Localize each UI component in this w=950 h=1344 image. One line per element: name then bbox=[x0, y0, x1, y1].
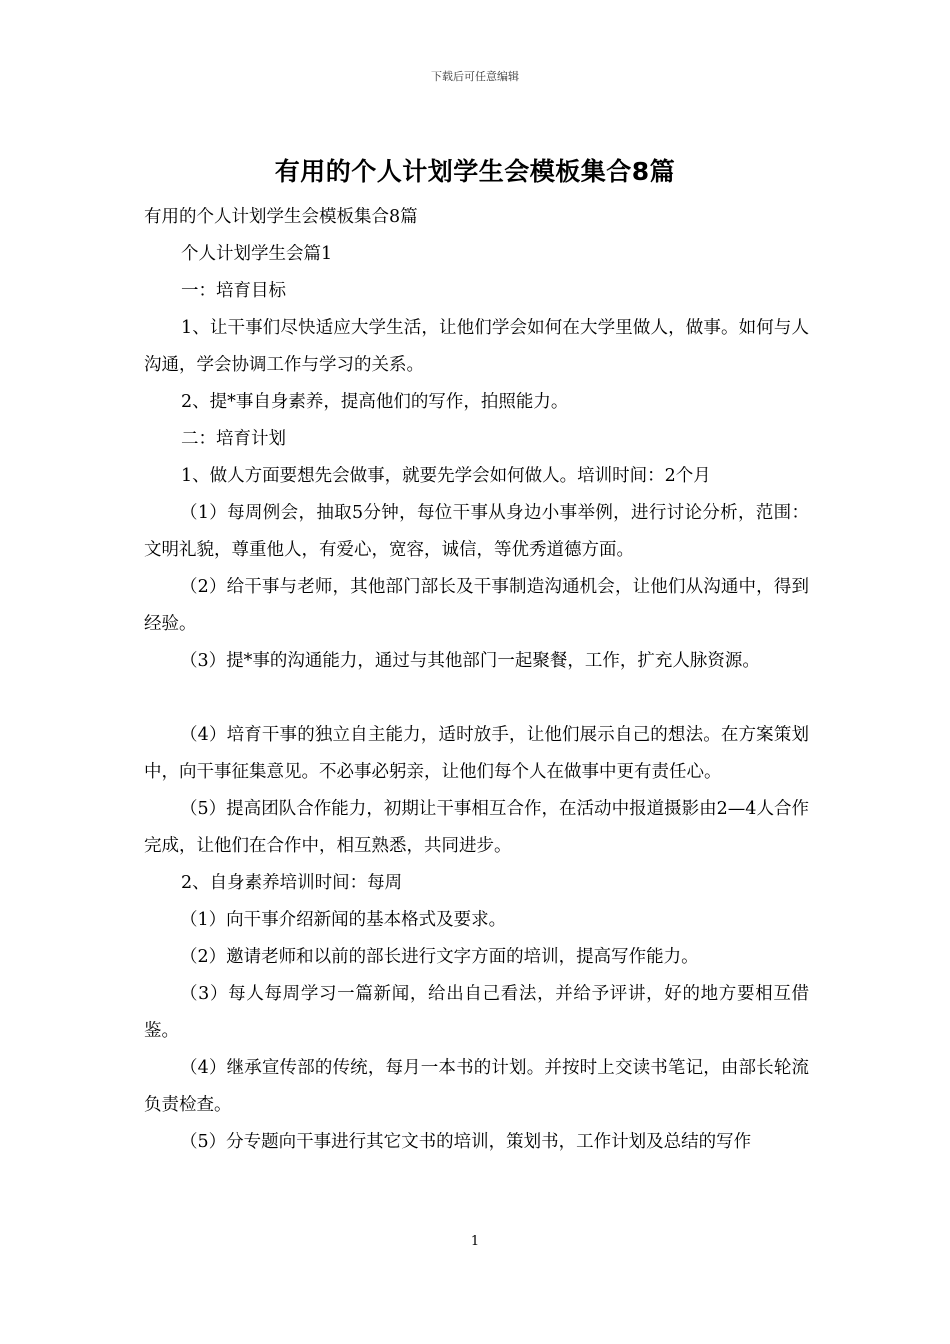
subtitle-paragraph: 有用的个人计划学生会模板集合8篇 bbox=[144, 207, 418, 227]
body-paragraph: 1、做人方面要想先会做事，就要先学会如何做人。培训时间：2个月 bbox=[181, 466, 711, 486]
list-item: （4）培育干事的独立自主能力，适时放手，让他们展示自己的想法。在方案策划中，向干事征集意见。不必事必躬亲，让他们每个人在做事中更有责任心。 bbox=[144, 725, 809, 782]
document-title: 有用的个人计划学生会模板集合8篇 bbox=[274, 157, 676, 186]
list-item: （2）给干事与老师，其他部门部长及干事制造沟通机会，让他们从沟通中，得到经验。 bbox=[144, 577, 809, 634]
header-note: 下载后可任意编辑 bbox=[431, 70, 519, 83]
body-paragraph: 2、自身素养培训时间：每周 bbox=[181, 873, 403, 893]
page-number: 1 bbox=[470, 1234, 480, 1249]
list-item: （3）提*事的沟通能力，通过与其他部门一起聚餐，工作，扩充人脉资源。 bbox=[180, 651, 760, 671]
body-paragraph: 1、让干事们尽快适应大学生活，让他们学会如何在大学里做人，做事。如何与人沟通，学会协调工作与学习的关系。 bbox=[144, 318, 809, 375]
section-heading: 个人计划学生会篇1 bbox=[181, 244, 333, 264]
subsection-heading: 一：培育目标 bbox=[181, 281, 286, 301]
body-paragraph: 2、提*事自身素养，提高他们的写作，拍照能力。 bbox=[181, 392, 569, 412]
list-item: （5）分专题向干事进行其它文书的培训，策划书，工作计划及总结的写作 bbox=[180, 1132, 752, 1152]
subsection-heading: 二：培育计划 bbox=[181, 429, 286, 449]
list-item: （1）每周例会，抽取5分钟，每位干事从身边小事举例，进行讨论分析，范围：文明礼貌，尊重他人，有爱心，宽容，诚信，等优秀道德方面。 bbox=[144, 503, 809, 560]
document-body bbox=[144, 199, 809, 1161]
paragraph-gap bbox=[144, 680, 809, 717]
list-item: （4）继承宣传部的传统，每月一本书的计划。并按时上交读书笔记，由部长轮流负责检查。 bbox=[144, 1058, 809, 1115]
list-item: （3）每人每周学习一篇新闻，给出自己看法，并给予评讲，好的地方要相互借鉴。 bbox=[144, 984, 809, 1041]
list-item: （5）提高团队合作能力，初期让干事相互合作，在活动中报道摄影由2—4人合作完成，让他们在合作中，相互熟悉，共同进步。 bbox=[144, 799, 809, 856]
list-item: （1）向干事介绍新闻的基本格式及要求。 bbox=[180, 910, 507, 930]
list-item: （2）邀请老师和以前的部长进行文字方面的培训，提高写作能力。 bbox=[180, 947, 699, 967]
